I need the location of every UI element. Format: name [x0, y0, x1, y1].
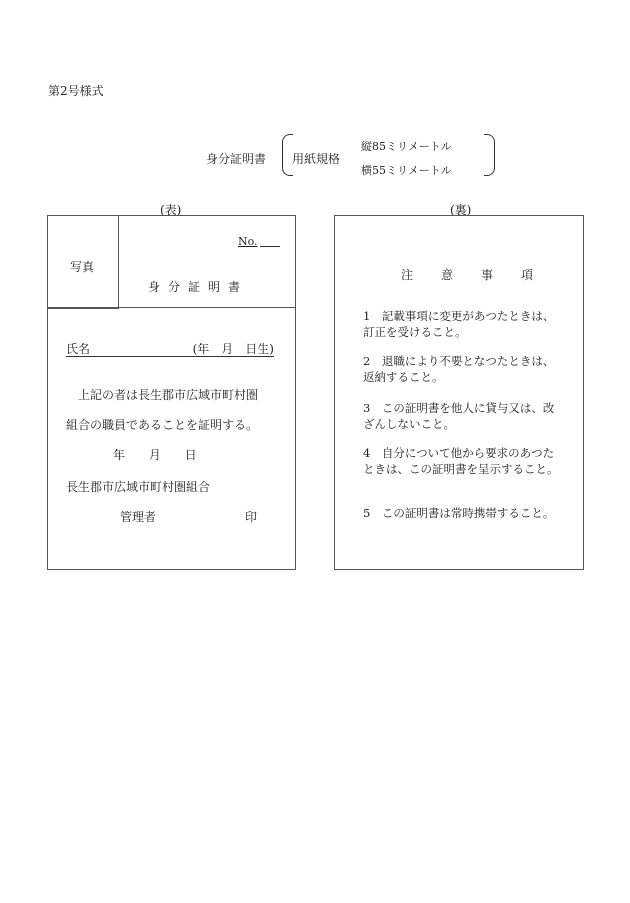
front-card	[47, 215, 296, 570]
birth-label: (年 月 日生)	[192, 342, 274, 356]
note-item: 2 退職により不要となつたときは、返納すること。	[363, 354, 555, 384]
date-line: 年 月 日	[113, 448, 197, 462]
front-label: (表)	[160, 203, 182, 217]
seal-label: 印	[245, 510, 258, 524]
issuer: 長生郡市広域市町村圏組合	[66, 480, 211, 494]
number-line	[260, 246, 280, 247]
note-item: 1 記載事項に変更があつたときは、訂正を受けること。	[363, 309, 555, 339]
photo-box	[47, 215, 119, 309]
name-row	[66, 340, 274, 357]
note-item: 5 この証明書は常時携帯すること。	[363, 506, 555, 520]
spec-width: 横55ミリメートル	[361, 164, 452, 177]
number-label: No.	[238, 235, 258, 248]
certification-line-1: 上記の者は長生郡市広域市町村圏	[78, 388, 259, 402]
back-card	[334, 215, 584, 570]
note-item: 4 自分について他から要求のあつたときは、この証明書を呈示すること。	[363, 446, 559, 476]
card-title: 身分証明書	[148, 280, 249, 294]
spec-title: 身分証明書	[206, 152, 267, 166]
manager-label: 管理者	[120, 510, 157, 524]
photo-label: 写真	[70, 260, 95, 274]
name-label: 氏名	[66, 342, 91, 356]
form-number: 第2号様式	[48, 84, 104, 98]
back-label: (裏)	[450, 203, 472, 217]
notes-title: 注意事項	[401, 268, 562, 282]
certification-line-2: 組合の職員であることを証明する。	[66, 418, 259, 432]
divider	[48, 307, 295, 308]
spec-label: 用紙規格	[292, 152, 341, 166]
spec-height: 縦85ミリメートル	[361, 140, 452, 153]
note-item: 3 この証明書を他人に貸与又は、改ざんしないこと。	[363, 401, 555, 431]
right-brace	[484, 134, 495, 176]
